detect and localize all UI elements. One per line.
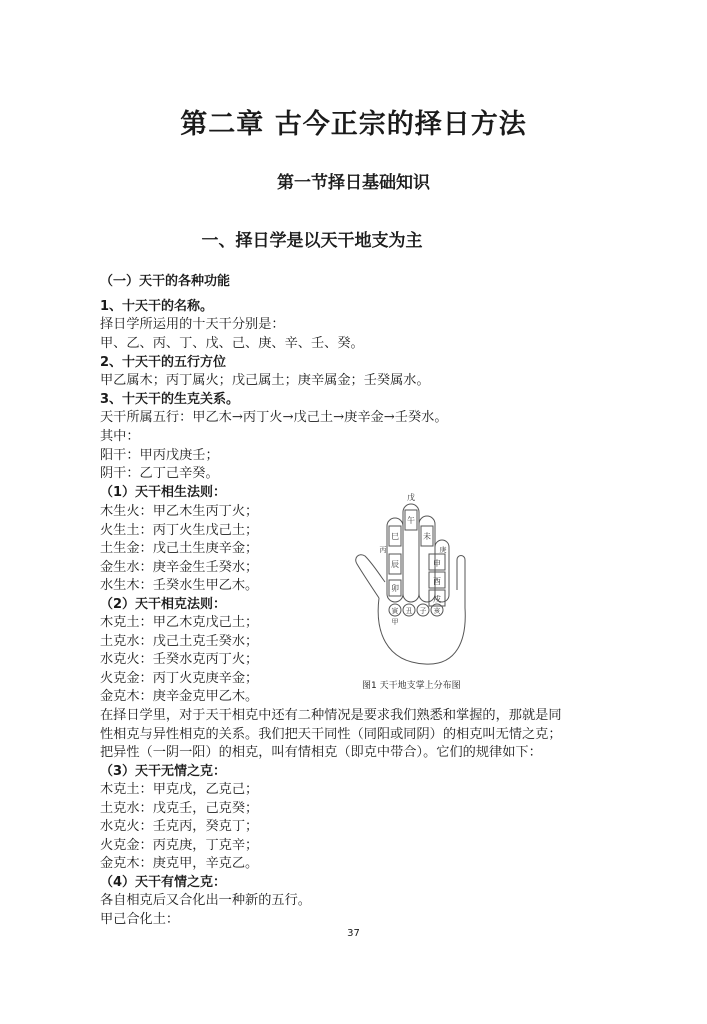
rule2-line: 金克木：庚辛金克甲乙木。 — [100, 689, 259, 704]
rule3-heading: （3）天干无情之克： — [100, 764, 227, 779]
rule3-line: 土克水：戊克壬，己克癸； — [100, 801, 259, 816]
rule3-line: 水克火：壬克丙，癸克丁； — [100, 819, 259, 834]
item3-line1: 天干所属五行：甲乙木→丙丁火→戊己土→庚辛金→壬癸水。 — [100, 410, 448, 425]
label-chou: 丑 — [405, 607, 413, 615]
label-wei: 未 — [423, 532, 431, 541]
rule4-heading: （4）天干有情之克： — [100, 875, 227, 890]
thumb-outline — [356, 555, 385, 598]
rule1-line: 火生土：丙丁火生戊己土； — [100, 523, 259, 538]
rule1-line: 水生木：壬癸水生甲乙木。 — [100, 578, 259, 593]
section-title: 第一节择日基础知识 — [277, 173, 430, 193]
rule4-line1: 各自相克后又合化出一种新的五行。 — [100, 893, 311, 908]
rule3-line: 金克木：庚克甲，辛克乙。 — [100, 856, 259, 871]
rule2-line: 火克金：丙丁火克庚辛金； — [100, 671, 259, 686]
item2-line1: 甲乙属木；丙丁属火；戊己属土；庚辛属金；壬癸属水。 — [100, 373, 430, 388]
item1-line1: 择日学所运用的十天干分别是： — [100, 317, 285, 332]
rule1-heading: （1）天干相生法则： — [100, 485, 227, 500]
label-xu: 戌 — [433, 595, 441, 604]
label-jia: 甲 — [391, 618, 399, 626]
subsection-title: 一、择日学是以天干地支为主 — [201, 231, 423, 251]
item3-heading: 3、十天干的生克关系。 — [100, 392, 240, 407]
rule4-line2: 甲己合化土： — [100, 912, 180, 927]
label-yin: 寅 — [391, 607, 399, 615]
label-hai: 亥 — [433, 607, 441, 615]
label-bing: 丙 — [379, 546, 387, 554]
rule1-line: 金生水：庚辛金生壬癸水； — [100, 560, 259, 575]
label-wu-top: 戊 — [407, 493, 415, 502]
label-si: 巳 — [391, 532, 399, 541]
label-you: 酉 — [433, 577, 441, 586]
rule3-line: 木克土：甲克戊，乙克己； — [100, 782, 259, 797]
page-number: 37 — [347, 928, 360, 939]
label-zi: 子 — [419, 607, 427, 615]
item3-line4: 阴干：乙丁己辛癸。 — [100, 466, 219, 481]
rule2-heading: （2）天干相克法则： — [100, 597, 227, 612]
label-wu: 午 — [407, 516, 415, 525]
figure-caption: 图1 天干地支掌上分布图 — [362, 681, 461, 691]
rule2-line: 水克火：壬癸水克丙丁火； — [100, 652, 259, 667]
paragraph-line: 在择日学里，对于天干相克中还有二种情况是要求我们熟悉和掌握的，那就是同 — [100, 708, 562, 723]
item2-heading: 2、十天干的五行方位 — [100, 355, 227, 370]
item1-line2: 甲、乙、丙、丁、戊、己、庚、辛、壬、癸。 — [100, 336, 364, 351]
item1-heading: 1、十天干的名称。 — [100, 299, 214, 314]
chapter-title: 第二章 古今正宗的择日方法 — [180, 109, 527, 140]
part1-heading: （一）天干的各种功能 — [100, 274, 231, 289]
item3-line3: 阳干：甲丙戊庚壬； — [100, 448, 219, 463]
label-mao: 卯 — [391, 584, 399, 593]
rule1-line: 木生火：甲乙木生丙丁火； — [100, 504, 259, 519]
label-chen: 辰 — [391, 560, 399, 569]
label-geng: 庚 — [439, 546, 447, 554]
item3-line2: 其中： — [100, 429, 140, 444]
paragraph-line: 把异性（一阴一阳）的相克，叫有情相克（即克中带合）。它们的规律如下： — [100, 745, 542, 760]
paragraph-line: 性相克与异性相克的关系。我们把天干同性（同阳或同阴）的相克叫无情之克； — [100, 727, 562, 742]
rule2-line: 土克水：戊己土克壬癸水； — [100, 634, 259, 649]
label-shen: 申 — [433, 559, 441, 568]
rule3-line: 火克金：丙克庚，丁克辛； — [100, 838, 259, 853]
rule1-line: 土生金：戊己土生庚辛金； — [100, 541, 259, 556]
rule2-line: 木克土：甲乙木克戊己土； — [100, 615, 259, 630]
palm-diagram — [345, 490, 475, 670]
